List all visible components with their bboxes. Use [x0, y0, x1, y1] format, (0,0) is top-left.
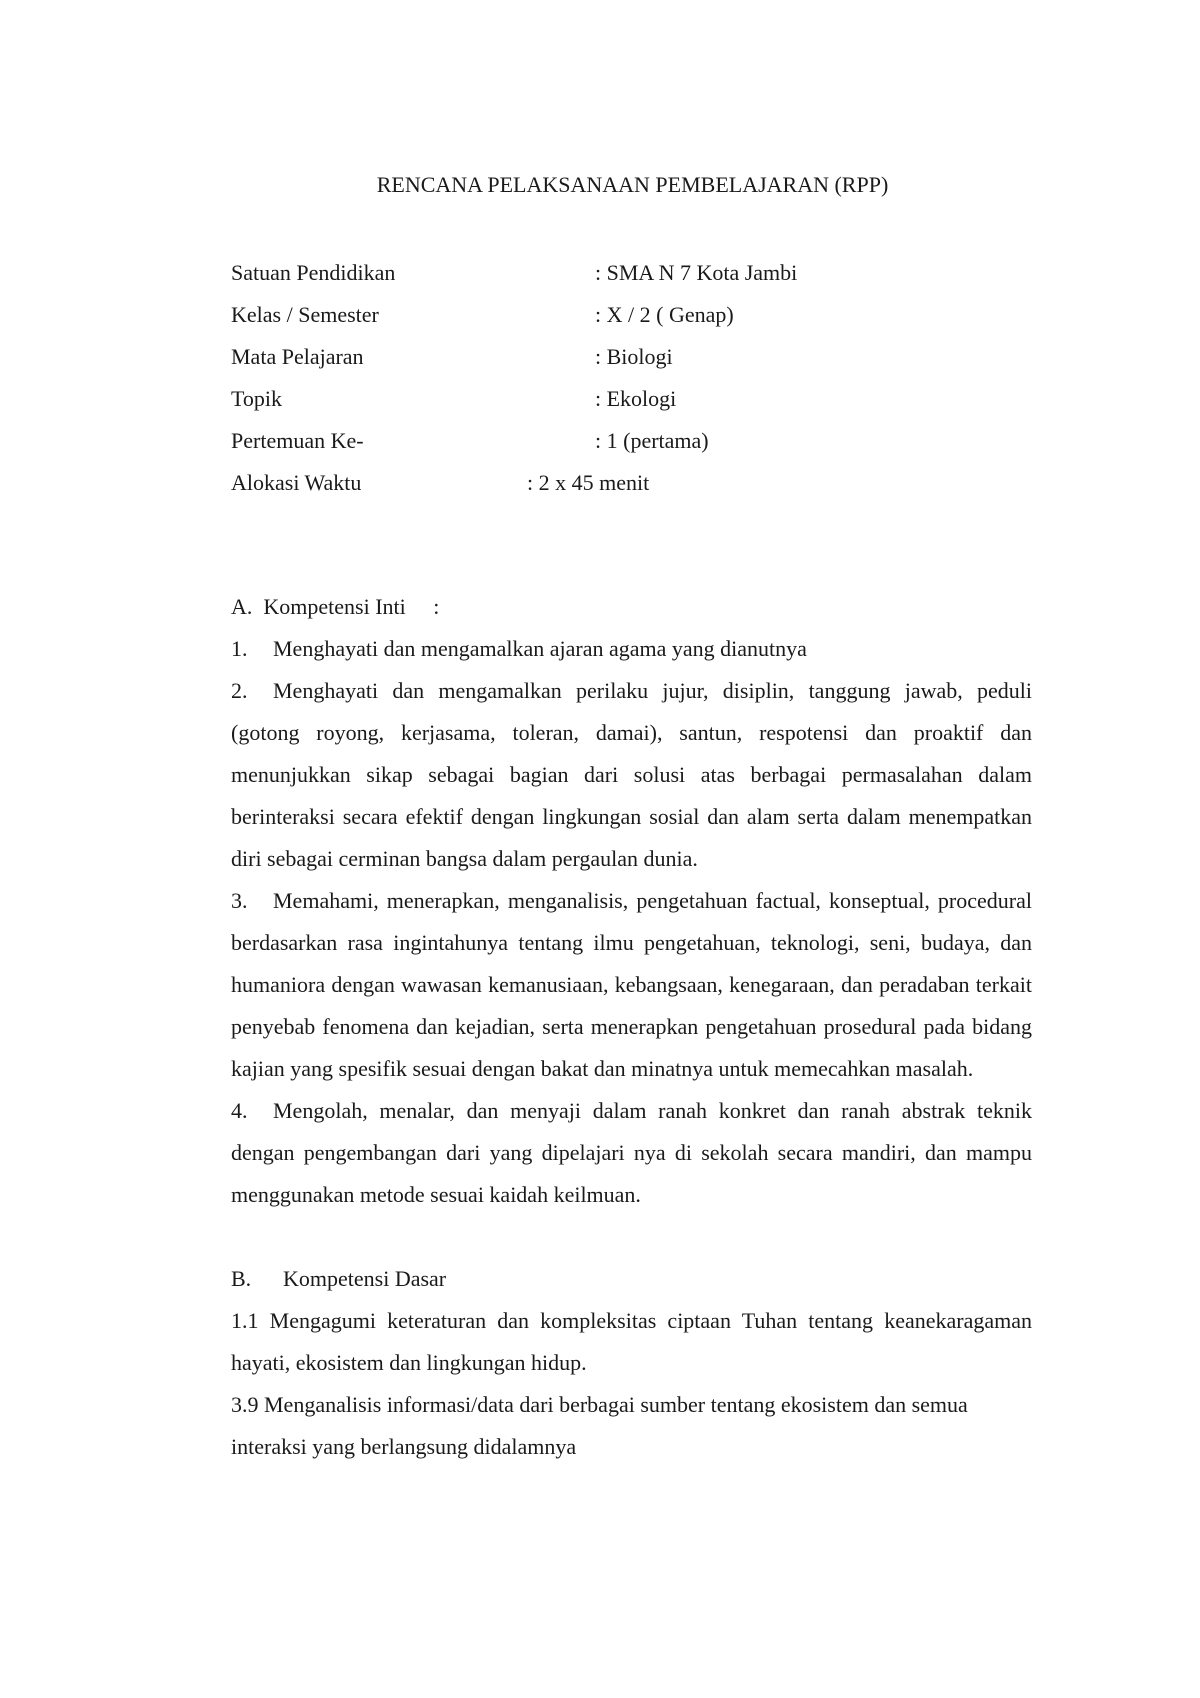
- kompetensi-dasar-item: [231, 1300, 1032, 1384]
- kompetensi-inti-item: [231, 1090, 1032, 1216]
- item-text: Memahami, menerapkan, menganalisis, pengetahuan factual, konseptual, procedural berdasarkan rasa ingintahunya tentang ilmu pengetahuan, teknologi, seni, budaya, dan humaniora dengan wawasan kemanusiaan, kebangsaan, kenegaraan, dan peradaban terkait penyebab fenomena dan kejadian, serta menerapkan pengetahuan prosedural pada bidang kajian yang spesifik sesuai dengan bakat dan minatnya untuk memecahkan masalah.: [231, 888, 1032, 1081]
- identity-row-alokasi: [231, 462, 1031, 504]
- document-title: RENCANA PELAKSANAAN PEMBELAJARAN (RPP): [376, 172, 889, 197]
- item-number: 3.9: [231, 1392, 259, 1417]
- identity-row-topik: [231, 378, 1031, 420]
- identity-label: Satuan Pendidikan: [231, 260, 396, 285]
- item-text: Mengagumi keteraturan dan kompleksitas ciptaan Tuhan tentang keanekaragaman hayati, ekosistem dan lingkungan hidup.: [231, 1308, 1033, 1375]
- item-number: 2.: [231, 678, 248, 703]
- section-b-heading: [231, 1258, 1032, 1300]
- identity-label: Kelas / Semester: [231, 302, 379, 327]
- kompetensi-inti-item: [231, 880, 1032, 1090]
- identity-value: : Biologi: [595, 344, 673, 369]
- identity-row-pertemuan: [231, 420, 1031, 462]
- identity-value: : 1 (pertama): [595, 428, 709, 453]
- identity-row-satuan: [231, 252, 1031, 294]
- item-text: Menghayati dan mengamalkan perilaku jujur, disiplin, tanggung jawab, peduli (gotong royong, kerjasama, toleran, damai), santun, respotensi dan proaktif dan menunjukkan sikap sebagai bagian dari solusi atas berbagai permasalahan dalam berinteraksi secara efektif dengan lingkungan sosial dan alam serta dalam menempatkan diri sebagai cerminan bangsa dalam pergaulan dunia.: [231, 678, 1032, 871]
- kompetensi-dasar-item: [231, 1384, 1032, 1468]
- kompetensi-inti-item: [231, 628, 1032, 670]
- item-text: Menganalisis informasi/data dari berbagai sumber tentang ekosistem dan semua interaksi yang berlangsung didalamnya: [231, 1392, 968, 1459]
- identity-label: Alokasi Waktu: [231, 470, 362, 495]
- identity-value: : Ekologi: [595, 386, 677, 411]
- identity-table: [231, 252, 1031, 504]
- item-text: Mengolah, menalar, dan menyaji dalam ranah konkret dan ranah abstrak teknik dengan pengembangan dari yang dipelajari nya di sekolah secara mandiri, dan mampu menggunakan metode sesuai kaidah keilmuan.: [231, 1098, 1032, 1207]
- item-text: Menghayati dan mengamalkan ajaran agama yang dianutnya: [273, 636, 807, 661]
- document-body: [231, 586, 1032, 1468]
- item-number: 1.1: [231, 1308, 259, 1333]
- kompetensi-inti-item: [231, 670, 1032, 880]
- item-number: 4.: [231, 1098, 248, 1123]
- identity-label: Mata Pelajaran: [231, 344, 364, 369]
- identity-row-mapel: [231, 336, 1031, 378]
- section-letter: B.: [231, 1266, 252, 1291]
- item-number: 3.: [231, 888, 248, 913]
- section-title: Kompetensi Dasar: [283, 1266, 447, 1291]
- identity-value: : 2 x 45 menit: [527, 470, 650, 495]
- spacer: [231, 1216, 1032, 1258]
- identity-value: : SMA N 7 Kota Jambi: [595, 260, 798, 285]
- identity-value: : X / 2 ( Genap): [595, 302, 734, 327]
- item-number: 1.: [231, 636, 248, 661]
- section-a-heading: A. Kompetensi Inti :: [231, 594, 440, 619]
- identity-label: Pertemuan Ke-: [231, 428, 364, 453]
- identity-label: Topik: [231, 386, 283, 411]
- identity-row-kelas: [231, 294, 1031, 336]
